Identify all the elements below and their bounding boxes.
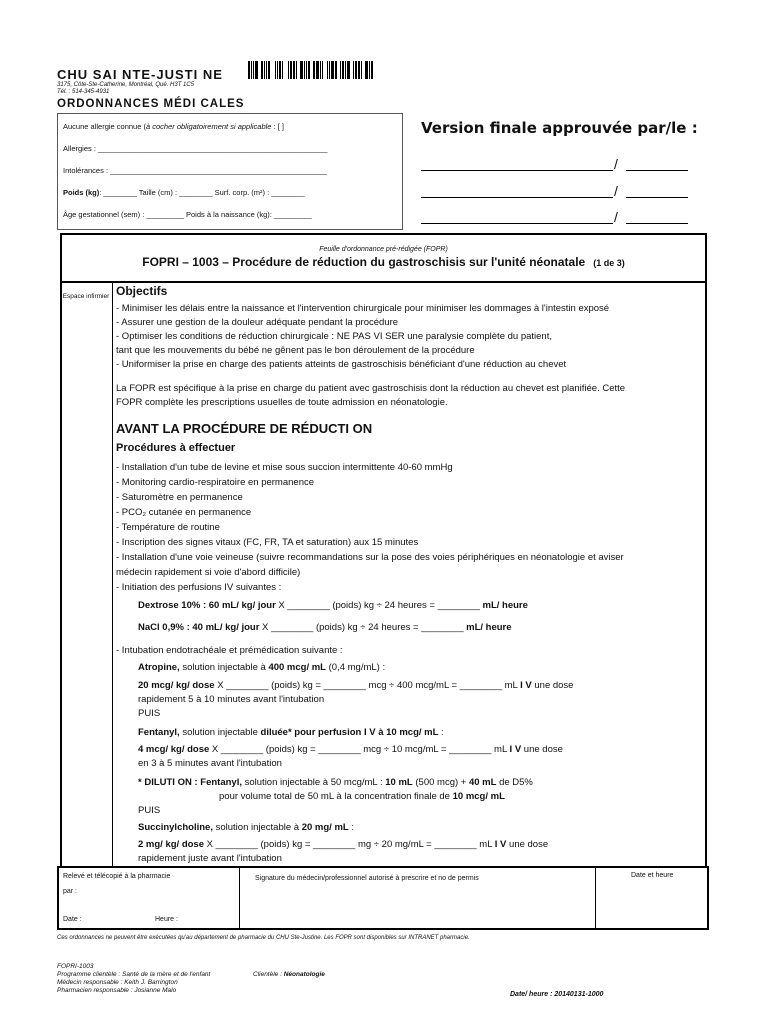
dilution-text3: pour volume total de 50 mL à la concentration finale de bbox=[219, 791, 453, 802]
version-approval-label: Version finale approuvée par/le : bbox=[421, 119, 698, 137]
succ-dose-label: 2 mg/ kg/ dose bbox=[138, 839, 204, 850]
weight-label: Poids (kg) bbox=[63, 188, 100, 197]
intro-paragraph-1: La FOPR est spécifique à la prise en charge du patient avec gastroschisis dont la réduction au chevet est planifiée. Cette bbox=[116, 383, 626, 394]
weight-height-fields: : ________ Taille (cm) : ________ Surf. corp. (m²) : ________ bbox=[99, 188, 305, 197]
programme-line: Programme clientèle : Santé de la mère et de l'enfant bbox=[57, 971, 211, 978]
dilution-label: * DILUTI ON : Fentanyl, bbox=[138, 777, 242, 788]
patient-info-box bbox=[57, 113, 403, 230]
slash: / bbox=[614, 156, 618, 172]
fax-time-field[interactable]: Heure : bbox=[155, 916, 178, 923]
objective-line: - Minimiser les délais entre la naissance et l'intervention chirurgicale pour minimiser les dommages à l'intestin exposé bbox=[116, 303, 610, 314]
atropine-dose-calc: X ________ (poids) kg = ________ mcg ÷ 400 mcg/mL = ________ mL bbox=[214, 680, 521, 691]
objective-line: tant que les mouvements du bébé ne gênent pas le bon déroulement de la procédure bbox=[116, 345, 475, 356]
dextrose-order[interactable] bbox=[138, 600, 528, 611]
nacl-order[interactable] bbox=[138, 622, 512, 633]
physician-line: Médecin responsable : Keith J. Barrington bbox=[57, 979, 178, 986]
dilution-vol2: 40 mL bbox=[468, 777, 497, 788]
atropine-dose-label: 20 mcg/ kg/ dose bbox=[138, 680, 215, 691]
clientele-line bbox=[253, 971, 325, 978]
fentanyl-dilution: diluée* pour perfusion I V à 10 mcg/ mL bbox=[260, 727, 439, 738]
procedure-item: - Installation d'une voie veineuse (suivre recommandations sur la pose des voies périphériques en néonatologie et aviser bbox=[116, 552, 624, 563]
procedure-item: - PCO₂ cutanée en permanence bbox=[116, 507, 252, 518]
address-line: 3175, Côte-Ste-Catherine, Montréal, Qué. H3T 1C5 bbox=[57, 82, 195, 88]
fentanyl-iv: I V bbox=[509, 744, 522, 755]
form-title: ORDONNANCES MÉDI CALES bbox=[57, 98, 245, 110]
intro-paragraph-2: FOPR complète les prescriptions usuelles de toute admission en néonatologie. bbox=[116, 397, 448, 408]
objectives-heading: Objectifs bbox=[116, 284, 168, 298]
procedure-item: - Installation d'un tube de levine et mise sous succion intermittente 40-60 mmHg bbox=[116, 462, 453, 473]
document-title-box bbox=[60, 233, 707, 283]
succ-conc: 20 mg/ mL bbox=[301, 822, 349, 833]
procedure-item: - Initiation des perfusions IV suivantes : bbox=[116, 582, 282, 593]
pharmacist-line: Pharmacien responsable : Josianne Malo bbox=[57, 987, 177, 994]
document-footer bbox=[57, 963, 210, 995]
procedure-item: - Monitoring cardio-respiratoire en permanence bbox=[116, 477, 315, 488]
objective-line: - Optimiser les conditions de réduction chirurgicale : NE PAS VI SER une paralysie complète du patient, bbox=[116, 331, 552, 342]
dilution-line-1 bbox=[138, 777, 533, 788]
form-code: FOPRI-1003 bbox=[57, 963, 94, 970]
weight-height-row[interactable] bbox=[63, 188, 305, 197]
intubation-item: - Intubation endotrachéale et prémédication suivante : bbox=[116, 645, 343, 656]
phone-line: Tél. : 514-345-4931 bbox=[57, 89, 110, 95]
fax-date-field[interactable]: Date : bbox=[63, 916, 82, 923]
dextrose-calc: X ________ (poids) kg ÷ 24 heures = ________ bbox=[275, 600, 480, 611]
succ-text: solution injectable à bbox=[212, 822, 302, 833]
atropine-conc: 400 mcg/ mL bbox=[268, 662, 326, 673]
hospital-address bbox=[57, 82, 194, 96]
page-indicator: (1 de 3) bbox=[593, 258, 625, 268]
fentanyl-dose-end: une dose bbox=[521, 744, 563, 755]
fentanyl-text: solution injectable bbox=[179, 727, 261, 738]
fentanyl-dose[interactable] bbox=[138, 744, 563, 755]
document-date: Date/ heure : 20140131-1000 bbox=[510, 991, 604, 998]
succinylcholine-header bbox=[138, 822, 354, 833]
succ-iv: I V bbox=[494, 839, 507, 850]
objective-line: - Assurer une gestion de la douleur adéquate pendant la procédure bbox=[116, 317, 399, 328]
nacl-calc: X ________ (poids) kg ÷ 24 heures = ________ bbox=[259, 622, 464, 633]
fentanyl-dose-calc: X ________ (poids) kg = ________ mcg ÷ 10 mcg/mL = ________ mL bbox=[209, 744, 510, 755]
fentanyl-colon: : bbox=[438, 727, 444, 738]
then-label: PUIS bbox=[138, 805, 161, 816]
succinylcholine-dose[interactable] bbox=[138, 839, 548, 850]
succinylcholine-timing: rapidement juste avant l'intubation bbox=[138, 853, 282, 864]
nacl-unit: mL/ heure bbox=[463, 622, 512, 633]
faxed-by-field[interactable]: par : bbox=[63, 888, 78, 895]
atropine-name: Atropine, bbox=[138, 662, 180, 673]
procedure-item: médecin rapidement si voie d'abord difficile) bbox=[116, 567, 301, 578]
signature-box bbox=[57, 866, 709, 930]
then-label: PUIS bbox=[138, 708, 161, 719]
succ-dose-calc: X ________ (poids) kg = ________ mg ÷ 20 mg/mL = ________ mL bbox=[204, 839, 495, 850]
nurse-space-label: Espace infirmier bbox=[62, 293, 110, 300]
slash: / bbox=[614, 183, 618, 199]
dilution-text2: (500 mcg) + bbox=[412, 777, 469, 788]
gestational-age-field[interactable]: Âge gestationnel (sem) : _________ Poids à la naissance (kg): _________ bbox=[63, 210, 312, 219]
prescriber-signature-field[interactable]: Signature du médecin/professionnel autorisé à prescrire et no de permis bbox=[255, 875, 479, 882]
succ-colon: : bbox=[348, 822, 354, 833]
atropine-dose-end: une dose bbox=[531, 680, 574, 691]
document-title bbox=[62, 255, 705, 269]
atropine-text: solution injectable à bbox=[179, 662, 269, 673]
barcode-image bbox=[248, 61, 400, 79]
fentanyl-timing: en 3 à 5 minutes avant l'intubation bbox=[138, 758, 282, 769]
fentanyl-dose-label: 4 mcg/ kg/ dose bbox=[138, 744, 210, 755]
pharmacy-fax-label: Relevé et télécopié à la pharmacie bbox=[63, 873, 171, 880]
procedure-item: - Inscription des signes vitaux (FC, FR, TA et saturation) aux 15 minutes bbox=[116, 537, 419, 548]
dilution-text: solution injectable à 50 mcg/mL : bbox=[241, 777, 386, 788]
atropine-timing: rapidement 5 à 10 minutes avant l'intubation bbox=[138, 694, 325, 705]
atropine-iv: I V bbox=[520, 680, 532, 691]
procedure-item: - Saturomètre en permanence bbox=[116, 492, 243, 503]
nurse-space-column bbox=[60, 283, 113, 866]
dextrose-label: Dextrose 10% : 60 mL/ kg/ jour bbox=[138, 600, 276, 611]
allergy-none-note: à cocher obligatoirement si applicable bbox=[145, 122, 272, 131]
procedure-item: - Température de routine bbox=[116, 522, 220, 533]
document-subtitle: Feuille d'ordonnance pré-rédigée (FOPR) bbox=[319, 246, 448, 253]
hospital-name: CHU SAI NTE-JUSTI NE bbox=[57, 67, 223, 82]
fentanyl-name: Fentanyl, bbox=[138, 727, 180, 738]
dilution-diluent: de D5% bbox=[496, 777, 533, 788]
allergy-none-label: Aucune allergie connue ( bbox=[63, 122, 146, 131]
dilution-vol1: 10 mL bbox=[385, 777, 413, 788]
allergy-checkbox: : [ ] bbox=[271, 122, 284, 131]
succ-name: Succinylcholine, bbox=[138, 822, 213, 833]
clientele-label: Clientèle : bbox=[253, 971, 284, 978]
atropine-header bbox=[138, 662, 385, 673]
pharmacy-footnote: Ces ordonnances ne peuvent être exécutées qu'au département de pharmacie du CHU Ste-Justine. Les FOPR sont disponibles sur INTRANET pharmacie. bbox=[57, 935, 470, 941]
slash: / bbox=[614, 209, 618, 225]
allergies-field[interactable]: Allergies : _______________________________________________________ bbox=[63, 144, 328, 153]
signature-date-field[interactable]: Date et heure bbox=[631, 872, 674, 879]
objective-line: - Uniformiser la prise en charge des patients atteints de gastroschisis bénéficiant d'une réduction au chevet bbox=[116, 359, 567, 370]
allergy-none-row[interactable] bbox=[63, 122, 284, 131]
intolerances-field[interactable]: Intolérances : ____________________________________________________ bbox=[63, 166, 328, 175]
nacl-label: NaCl 0,9% : 40 mL/ kg/ jour bbox=[138, 622, 260, 633]
atropine-conc-alt: (0,4 mg/mL) : bbox=[326, 662, 386, 673]
fentanyl-header bbox=[138, 727, 444, 738]
atropine-dose[interactable] bbox=[138, 680, 573, 691]
dextrose-unit: mL/ heure bbox=[479, 600, 528, 611]
dilution-final-conc: 10 mcg/ mL bbox=[452, 791, 505, 802]
succ-dose-end: une dose bbox=[506, 839, 549, 850]
clientele-value: Néonatologie bbox=[283, 971, 325, 978]
before-procedure-heading: AVANT LA PROCÉDURE DE RÉDUCTI ON bbox=[116, 421, 373, 436]
procedures-subheading: Procédures à effectuer bbox=[116, 442, 236, 454]
title-text: FOPRI – 1003 – Procédure de réduction du gastroschisis sur l'unité néonatale bbox=[142, 255, 586, 269]
dilution-line-2 bbox=[219, 791, 505, 802]
